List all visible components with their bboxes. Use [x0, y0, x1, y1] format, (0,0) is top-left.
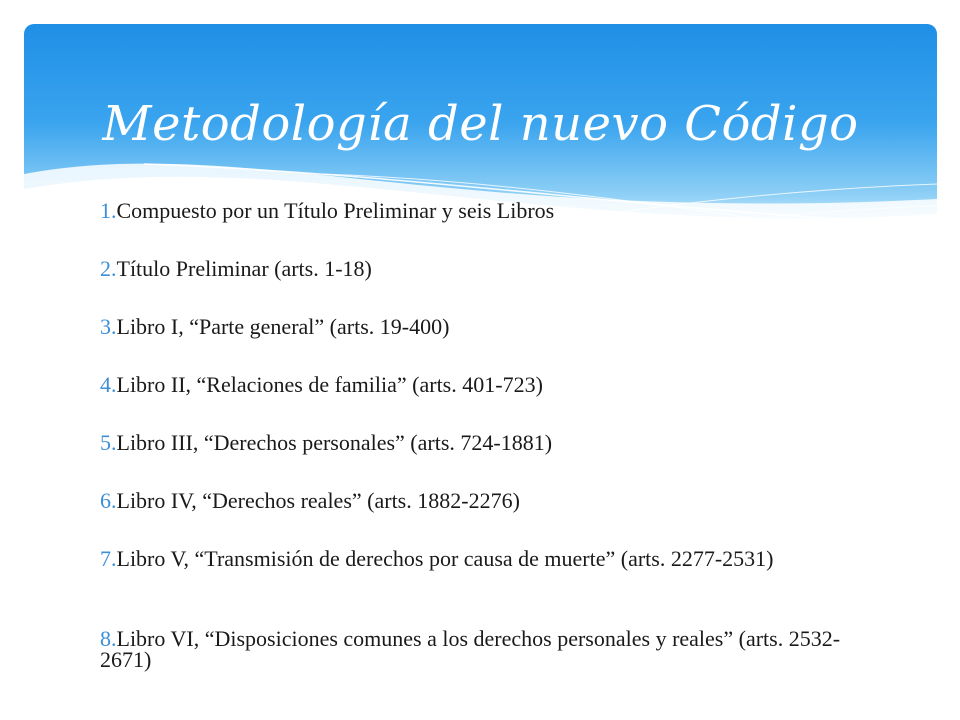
- list-item-number: 3.: [100, 314, 117, 339]
- list-item-number: 7.: [100, 546, 117, 571]
- list-item-text: Libro II, “Relaciones de familia” (arts. 401-723): [116, 372, 543, 397]
- list-item-text: Libro I, “Parte general” (arts. 19-400): [116, 314, 450, 339]
- list-item: [100, 200, 890, 221]
- list-item-text: Libro VI, “Disposiciones comunes a los derechos personales y reales” (arts. 2532-2671): [100, 626, 841, 672]
- list-item: [100, 628, 890, 670]
- list-item-text: Libro V, “Transmisión de derechos por causa de muerte” (arts. 2277-2531): [116, 546, 774, 571]
- list-item: [100, 316, 890, 337]
- list-item: [100, 374, 890, 395]
- list-item-number: 5.: [100, 430, 117, 455]
- list-item-text: Compuesto por un Título Preliminar y seis Libros: [116, 198, 555, 223]
- list-item-number: 8.: [100, 626, 117, 651]
- list-item-text: Libro III, “Derechos personales” (arts. 724-1881): [116, 430, 553, 455]
- list-item: [100, 490, 890, 511]
- list-item-number: 4.: [100, 372, 117, 397]
- slide-title: Metodología del nuevo Código: [102, 96, 859, 152]
- list-item-number: 2.: [100, 256, 117, 281]
- list-item: [100, 258, 890, 279]
- list-item-text: Libro IV, “Derechos reales” (arts. 1882-2276): [116, 488, 520, 513]
- list-item: [100, 432, 890, 453]
- list-item-number: 6.: [100, 488, 117, 513]
- list-item: [100, 548, 890, 569]
- list-item-number: 1.: [100, 198, 117, 223]
- list-item-text: Título Preliminar (arts. 1-18): [116, 256, 372, 281]
